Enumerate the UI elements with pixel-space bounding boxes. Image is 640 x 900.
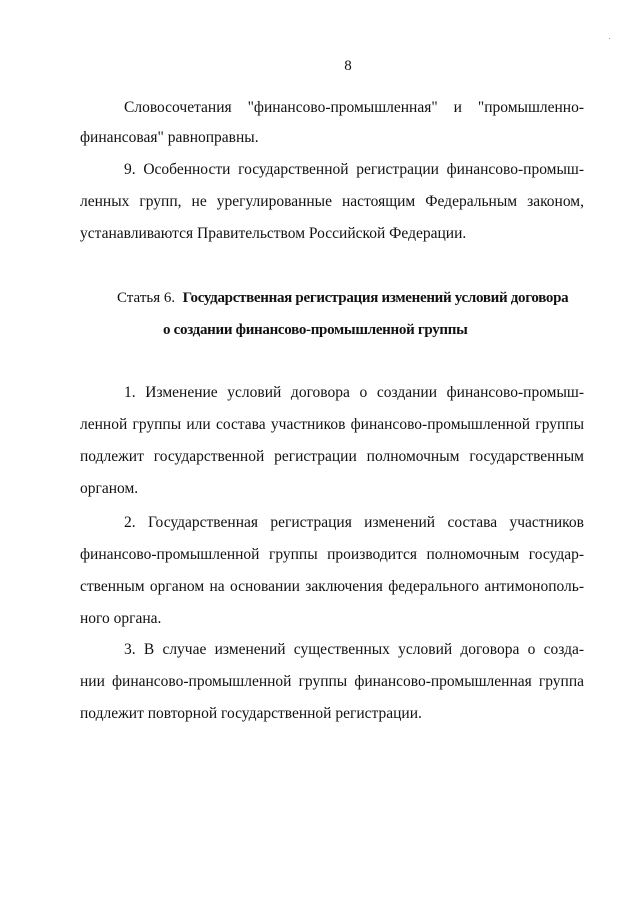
text-line: ленной группы или состава участников финансово-промышленной группы — [80, 416, 584, 433]
text-line: 2. Государственная регистрация изменений состава участников — [124, 514, 584, 531]
article-number: Статья 6. — [117, 290, 176, 306]
text-line: 9. Особенности государственной регистрации финансово-промыш- — [124, 161, 584, 178]
text-line: ственным органом на основании заключения федерального антимонополь- — [80, 578, 584, 595]
scan-speck — [609, 38, 610, 39]
text-line: 3. В случае изменений существенных условий договора о созда- — [124, 641, 584, 658]
text-line: ного органа. — [80, 610, 162, 627]
text-line: ленных групп, не урегулированные настоящим Федеральным законом, — [80, 193, 584, 210]
text-line: устанавливаются Правительством Российской Федерации. — [80, 225, 467, 242]
text-line: 1. Изменение условий договора о создании финансово-промыш- — [124, 384, 584, 401]
article-heading-line-2 — [163, 320, 468, 340]
text-line: подлежит государственной регистрации полномочным государственным — [80, 448, 584, 465]
article-title-continued: о создании финансово-промышленной группы — [163, 322, 468, 338]
text-line: Словосочетания "финансово-промышленная" и "промышленно- — [124, 99, 584, 116]
text-line: финансово-промышленной группы производится полномочным государ- — [80, 546, 584, 563]
page-number: 8 — [344, 58, 352, 74]
text-line: подлежит повторной государственной регистрации. — [80, 705, 422, 722]
text-line: финансовая" равноправны. — [80, 129, 259, 146]
text-line: нии финансово-промышленной группы финансово-промышленная группа — [80, 673, 584, 690]
text-line: органом. — [80, 480, 139, 497]
article-heading-line-1 — [117, 288, 568, 308]
article-title: Государственная регистрация изменений условий договора — [182, 290, 569, 306]
